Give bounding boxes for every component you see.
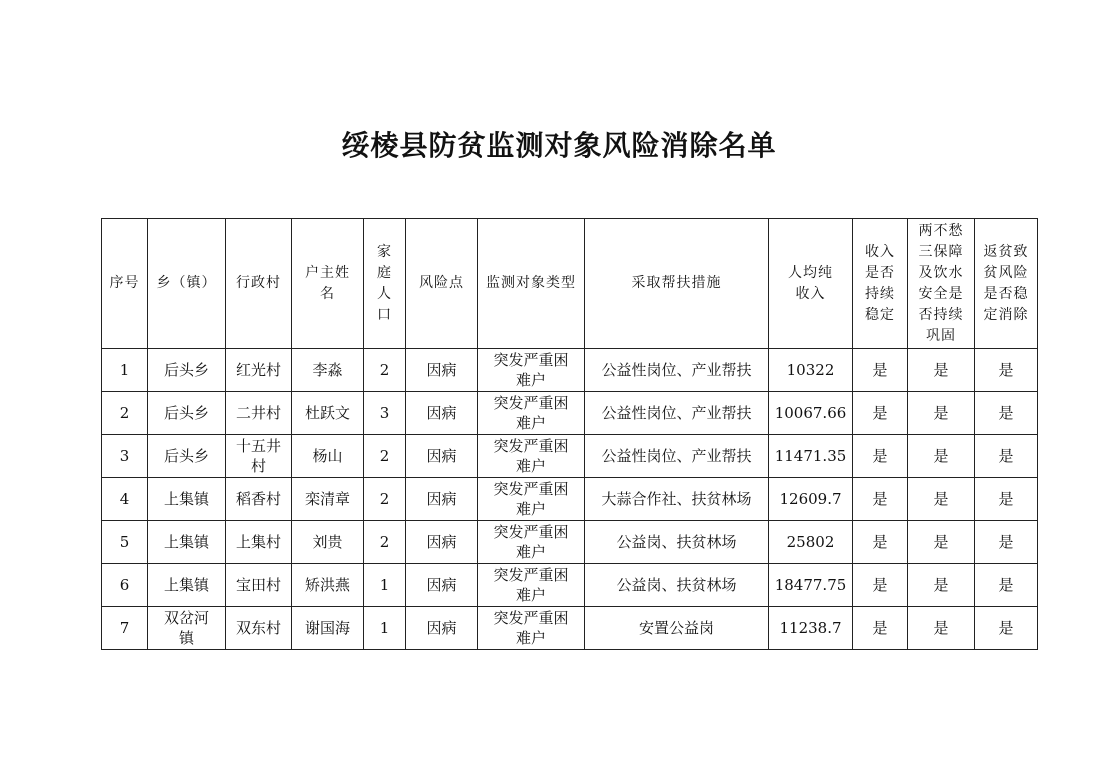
cell-measures: 公益性岗位、产业帮扶 <box>585 392 769 435</box>
header-family-size <box>364 219 406 349</box>
cell-village-text: 稻香村 <box>235 490 281 508</box>
cell-village-text: 宝田村 <box>235 576 281 594</box>
cell-householder: 矫洪燕 <box>292 564 364 607</box>
cell-risk: 因病 <box>406 392 478 435</box>
cell-object-type-text: 突发严重困难户 <box>493 480 569 518</box>
cell-income: 11471.35 <box>769 435 853 478</box>
cell-guarantee: 是 <box>908 435 975 478</box>
cell-risk-eliminated: 是 <box>975 521 1038 564</box>
risk-elimination-table <box>101 218 1038 650</box>
cell-guarantee: 是 <box>908 392 975 435</box>
cell-no: 7 <box>102 607 148 650</box>
cell-village <box>226 521 292 564</box>
cell-township: 上集镇 <box>148 521 226 564</box>
cell-object-type <box>478 478 585 521</box>
cell-guarantee: 是 <box>908 564 975 607</box>
header-income-stable <box>853 219 908 349</box>
cell-measures: 公益性岗位、产业帮扶 <box>585 349 769 392</box>
cell-village <box>226 392 292 435</box>
cell-householder: 刘贵 <box>292 521 364 564</box>
cell-householder: 栾清章 <box>292 478 364 521</box>
cell-income: 18477.75 <box>769 564 853 607</box>
cell-income-stable: 是 <box>853 564 908 607</box>
cell-family-size: 2 <box>364 478 406 521</box>
cell-no: 4 <box>102 478 148 521</box>
cell-income-stable: 是 <box>853 392 908 435</box>
cell-income: 12609.7 <box>769 478 853 521</box>
cell-village-text: 红光村 <box>235 361 281 379</box>
table-row <box>102 521 1038 564</box>
cell-township: 后头乡 <box>148 435 226 478</box>
cell-village-text: 上集村 <box>235 533 281 551</box>
cell-measures: 安置公益岗 <box>585 607 769 650</box>
cell-householder: 杜跃文 <box>292 392 364 435</box>
cell-village-text: 双东村 <box>235 619 281 637</box>
cell-family-size: 2 <box>364 435 406 478</box>
cell-object-type <box>478 392 585 435</box>
cell-risk-eliminated: 是 <box>975 435 1038 478</box>
cell-income-stable: 是 <box>853 349 908 392</box>
cell-risk-eliminated: 是 <box>975 564 1038 607</box>
cell-village <box>226 607 292 650</box>
cell-township: 上集镇 <box>148 478 226 521</box>
cell-measures: 公益性岗位、产业帮扶 <box>585 435 769 478</box>
cell-object-type-text: 突发严重困难户 <box>493 394 569 432</box>
cell-measures: 大蒜合作社、扶贫林场 <box>585 478 769 521</box>
cell-income-stable: 是 <box>853 435 908 478</box>
header-income-stable-text: 收入是否持续稳定 <box>865 243 895 323</box>
cell-risk: 因病 <box>406 564 478 607</box>
header-risk-eliminated <box>975 219 1038 349</box>
cell-income: 10067.66 <box>769 392 853 435</box>
cell-income-stable: 是 <box>853 478 908 521</box>
header-householder <box>292 219 364 349</box>
cell-income: 11238.7 <box>769 607 853 650</box>
cell-object-type <box>478 521 585 564</box>
cell-village-text: 二井村 <box>235 404 281 422</box>
cell-risk: 因病 <box>406 349 478 392</box>
cell-township: 后头乡 <box>148 349 226 392</box>
header-village: 行政村 <box>226 219 292 349</box>
header-object-type: 监测对象类型 <box>478 219 585 349</box>
cell-township <box>148 607 226 650</box>
cell-village <box>226 349 292 392</box>
cell-township: 上集镇 <box>148 564 226 607</box>
cell-family-size: 2 <box>364 349 406 392</box>
cell-family-size: 3 <box>364 392 406 435</box>
cell-guarantee: 是 <box>908 521 975 564</box>
cell-no: 6 <box>102 564 148 607</box>
cell-risk-eliminated: 是 <box>975 392 1038 435</box>
table-row <box>102 435 1038 478</box>
header-risk: 风险点 <box>406 219 478 349</box>
cell-guarantee: 是 <box>908 607 975 650</box>
header-township: 乡（镇） <box>148 219 226 349</box>
table-row <box>102 349 1038 392</box>
header-measures: 采取帮扶措施 <box>585 219 769 349</box>
cell-risk: 因病 <box>406 478 478 521</box>
cell-village-text: 十五井村 <box>235 437 281 475</box>
header-guarantee <box>908 219 975 349</box>
cell-township-text: 双岔河镇 <box>163 609 209 647</box>
cell-no: 1 <box>102 349 148 392</box>
cell-village <box>226 564 292 607</box>
header-family-size-text: 家庭人口 <box>377 243 392 323</box>
cell-no: 3 <box>102 435 148 478</box>
header-income <box>769 219 853 349</box>
cell-income: 25802 <box>769 521 853 564</box>
cell-village <box>226 478 292 521</box>
cell-family-size: 1 <box>364 564 406 607</box>
header-guarantee-text: 两不愁三保障及饮水安全是否持续巩固 <box>918 222 964 344</box>
cell-object-type-text: 突发严重困难户 <box>493 609 569 647</box>
cell-risk: 因病 <box>406 607 478 650</box>
cell-risk-eliminated: 是 <box>975 349 1038 392</box>
cell-object-type-text: 突发严重困难户 <box>493 566 569 604</box>
cell-measures: 公益岗、扶贫林场 <box>585 564 769 607</box>
table-row <box>102 478 1038 521</box>
cell-object-type-text: 突发严重困难户 <box>493 523 569 561</box>
cell-income: 10322 <box>769 349 853 392</box>
header-risk-eliminated-text: 返贫致贫风险是否稳定消除 <box>983 243 1029 323</box>
cell-risk-eliminated: 是 <box>975 478 1038 521</box>
cell-object-type <box>478 435 585 478</box>
cell-family-size: 1 <box>364 607 406 650</box>
cell-householder: 杨山 <box>292 435 364 478</box>
document-title: 绥棱县防贫监测对象风险消除名单 <box>341 129 777 162</box>
table-row <box>102 607 1038 650</box>
cell-risk: 因病 <box>406 521 478 564</box>
cell-no: 2 <box>102 392 148 435</box>
cell-risk-eliminated: 是 <box>975 607 1038 650</box>
cell-family-size: 2 <box>364 521 406 564</box>
cell-householder: 李淼 <box>292 349 364 392</box>
cell-guarantee: 是 <box>908 349 975 392</box>
cell-guarantee: 是 <box>908 478 975 521</box>
cell-object-type-text: 突发严重困难户 <box>493 351 569 389</box>
cell-object-type <box>478 349 585 392</box>
header-householder-text: 户主姓名 <box>305 264 350 302</box>
header-no: 序号 <box>102 219 148 349</box>
cell-object-type-text: 突发严重困难户 <box>493 437 569 475</box>
cell-income-stable: 是 <box>853 521 908 564</box>
cell-object-type <box>478 607 585 650</box>
cell-township: 后头乡 <box>148 392 226 435</box>
header-income-text: 人均纯收入 <box>788 264 833 302</box>
table-header-row <box>102 219 1038 349</box>
cell-no: 5 <box>102 521 148 564</box>
cell-householder: 谢国海 <box>292 607 364 650</box>
table-row <box>102 392 1038 435</box>
cell-object-type <box>478 564 585 607</box>
cell-village <box>226 435 292 478</box>
cell-measures: 公益岗、扶贫林场 <box>585 521 769 564</box>
cell-income-stable: 是 <box>853 607 908 650</box>
table-row <box>102 564 1038 607</box>
cell-risk: 因病 <box>406 435 478 478</box>
